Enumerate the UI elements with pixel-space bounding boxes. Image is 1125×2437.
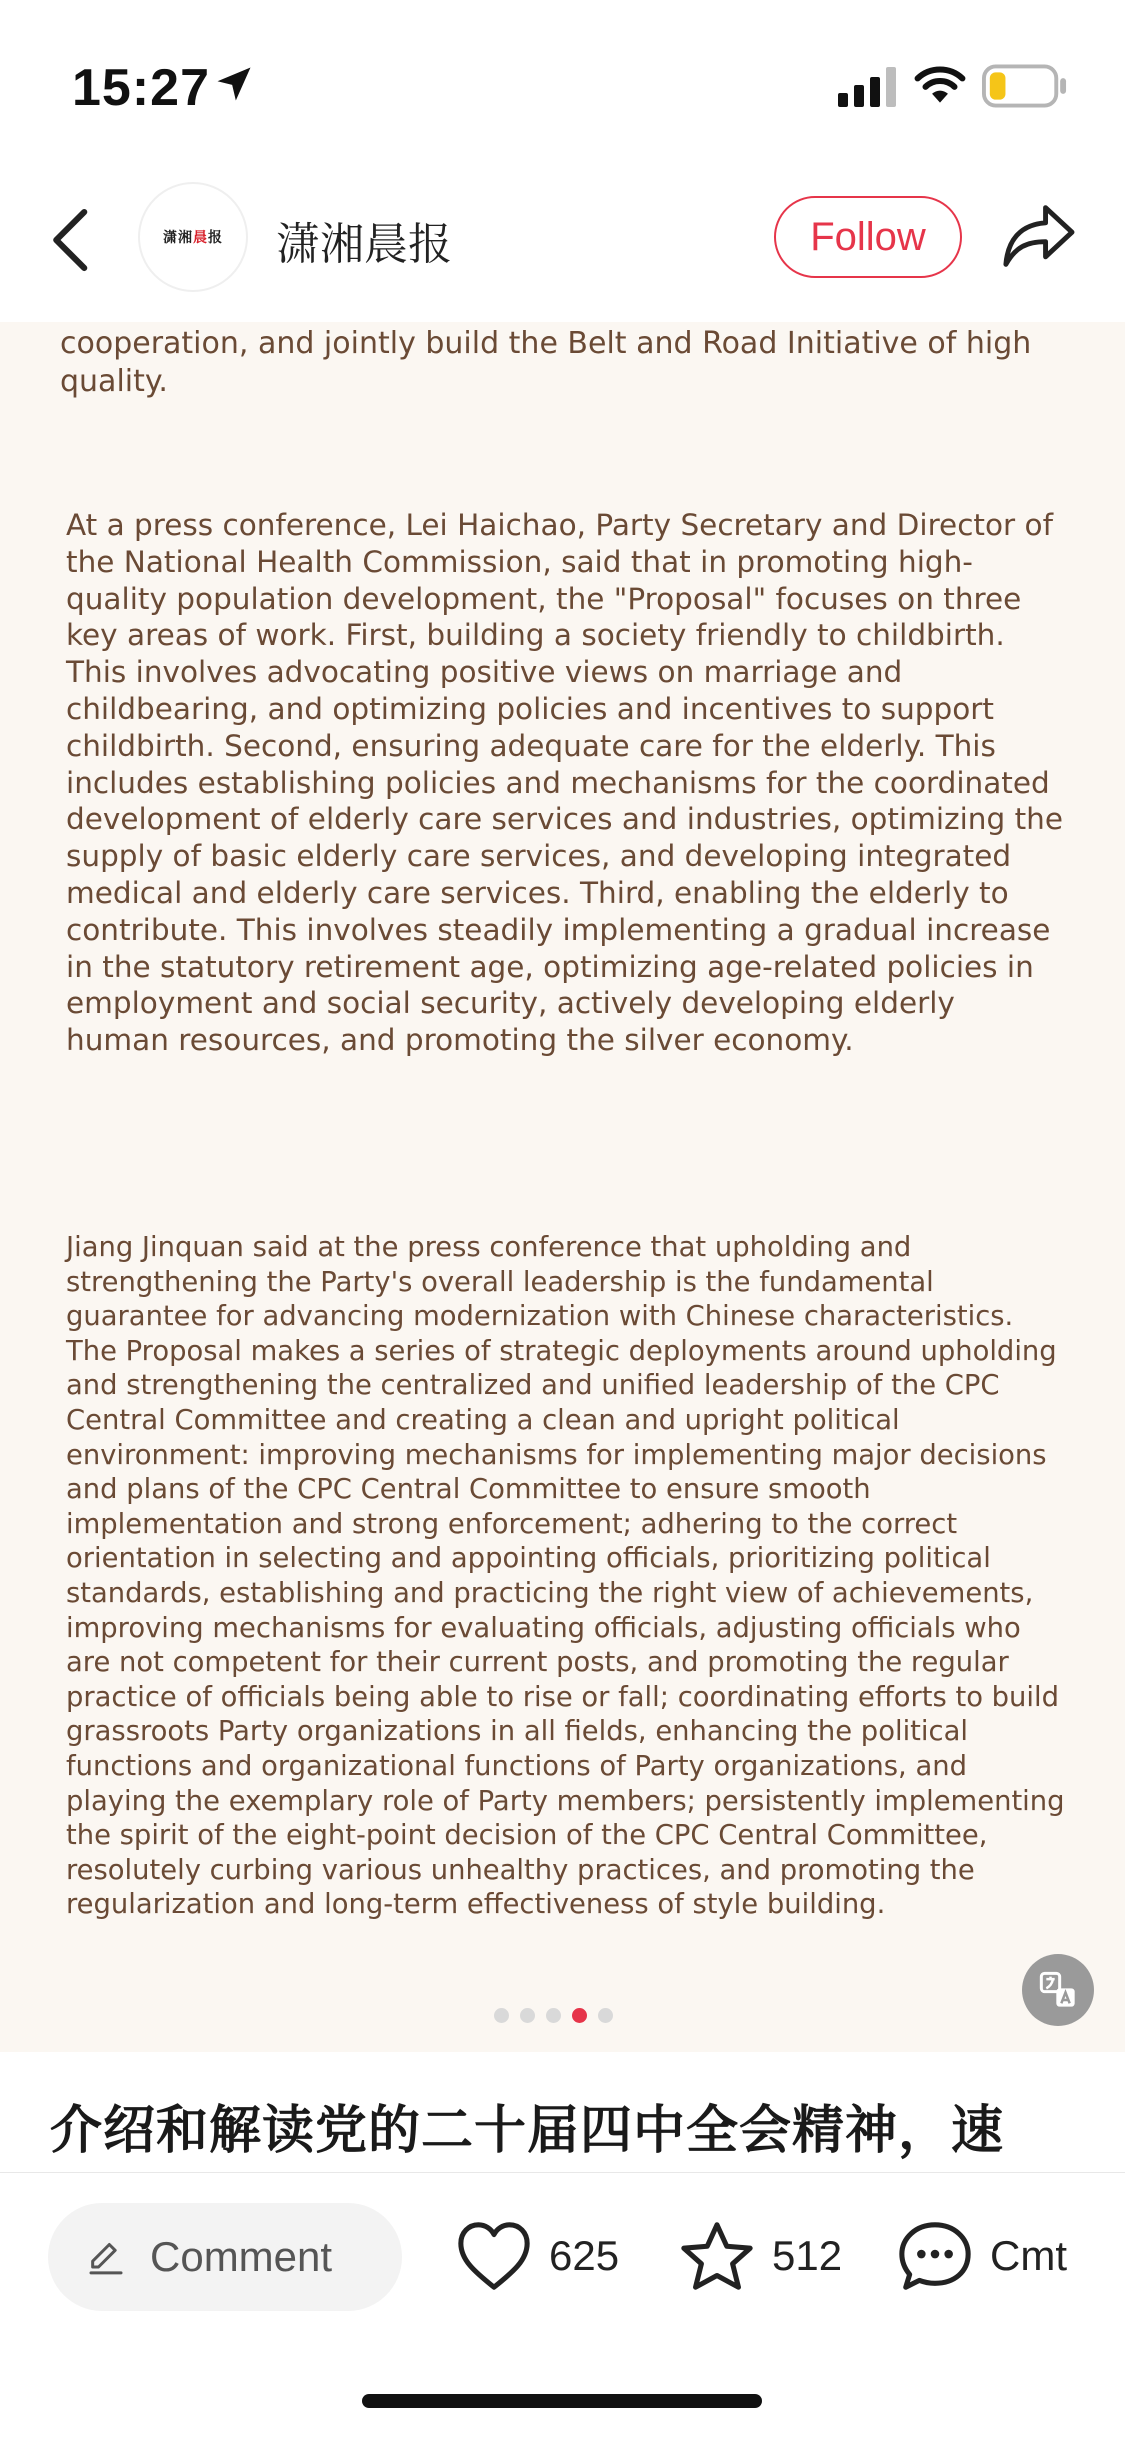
status-time: 15:27 xyxy=(72,59,210,117)
page-dot-active[interactable] xyxy=(572,2008,587,2023)
carousel-page-dots xyxy=(494,2008,613,2024)
back-chevron-icon[interactable] xyxy=(42,205,102,275)
page-dot[interactable] xyxy=(494,2008,509,2023)
favorite-button[interactable] xyxy=(678,2213,842,2299)
account-name[interactable]: 潇湘晨报 xyxy=(276,219,452,270)
chat-bubble-icon xyxy=(896,2218,974,2294)
home-indicator[interactable] xyxy=(362,2394,762,2408)
post-title: 介绍和解读党的二十届四中全会精神，速 xyxy=(50,2101,1005,2161)
like-button[interactable] xyxy=(455,2213,619,2299)
location-arrow-icon xyxy=(212,62,256,106)
cellular-signal-icon xyxy=(838,66,898,108)
article-header xyxy=(0,150,1125,322)
share-arrow-icon[interactable] xyxy=(1000,202,1076,270)
status-bar xyxy=(0,0,1125,150)
wifi-icon xyxy=(912,60,968,108)
translate-icon xyxy=(1038,1970,1078,2010)
like-count: 625 xyxy=(549,2232,620,2279)
avatar-logo-text xyxy=(163,227,223,247)
page-dot[interactable] xyxy=(546,2008,561,2023)
article-paragraph: cooperation, and jointly build the Belt and Road Initiative of high quality. xyxy=(60,326,1032,399)
article-paragraph: At a press conference, Lei Haichao, Party Secretary and Director of the National Health Commission, said that in promoting high-quality population development, the "Proposal" focuses on three key areas of work. First, building a society friendly to childbirth. This involves advocating positive views on marriage and childbearing, and optimizing policies and incentives to support childbirth. Second, ensuring adequate care for the elderly. This includes establishing policies and mechanisms for the coordinated development of elderly care services and industries, optimizing the supply of basic elderly care services, and developing integrated medical and elderly care services. Third, enabling the elderly to contribute. This involves steadily implementing a gradual increase in the statutory retirement age, optimizing age-related policies in employment and social security, actively developing elderly human resources, and promoting the silver economy. xyxy=(66,508,1063,1058)
translate-button[interactable] xyxy=(1022,1954,1094,2026)
star-icon xyxy=(678,2218,756,2294)
page-dot[interactable] xyxy=(598,2008,613,2023)
avatar-logo-right: 报 xyxy=(208,230,223,246)
heart-icon xyxy=(455,2218,533,2294)
comment-placeholder: Comment xyxy=(150,2233,333,2280)
account-avatar[interactable] xyxy=(138,182,248,292)
favorite-count: 512 xyxy=(772,2232,843,2279)
follow-button[interactable]: Follow xyxy=(774,196,962,278)
comment-input[interactable] xyxy=(48,2203,402,2311)
article-paragraph: Jiang Jinquan said at the press conference that upholding and strengthening the Party's overall leadership is the fundamental guarantee for advancing modernization with Chinese characteristics. The Proposal makes a series of strategic deployments around upholding and strengthening the centralized and unified leadership of the CPC Central Committee and creating a clean and upright political environment: improving mechanisms for implementing major decisions and plans of the CPC Central Committee to ensure smooth implementation and strong enforcement; adhering to the correct orientation in selecting and appointing officials, prioritizing political standards, establishing and practicing the right view of achievements, improving mechanisms for evaluating officials, adjusting officials who are not competent for their current posts, and promoting the regular practice of officials being able to rise or fall; coordinating efforts to build grassroots Party organizations in all fields, enhancing the political functions and organizational functions of Party organizations, and playing the exemplary role of Party members; persistently implementing the spirit of the eight-point decision of the CPC Central Committee, resolutely curbing various unhealthy practices, and promoting the regularization and long-term effectiveness of style building. xyxy=(66,1232,1065,1921)
avatar-logo-mid: 晨 xyxy=(193,230,208,246)
article-image-carousel[interactable] xyxy=(0,322,1125,2052)
battery-icon xyxy=(982,64,1068,108)
avatar-logo-left: 潇湘 xyxy=(163,230,193,246)
comments-button[interactable] xyxy=(896,2213,1067,2299)
comments-label: Cmt xyxy=(990,2232,1067,2279)
page-dot[interactable] xyxy=(520,2008,535,2023)
pen-icon xyxy=(86,2237,126,2277)
